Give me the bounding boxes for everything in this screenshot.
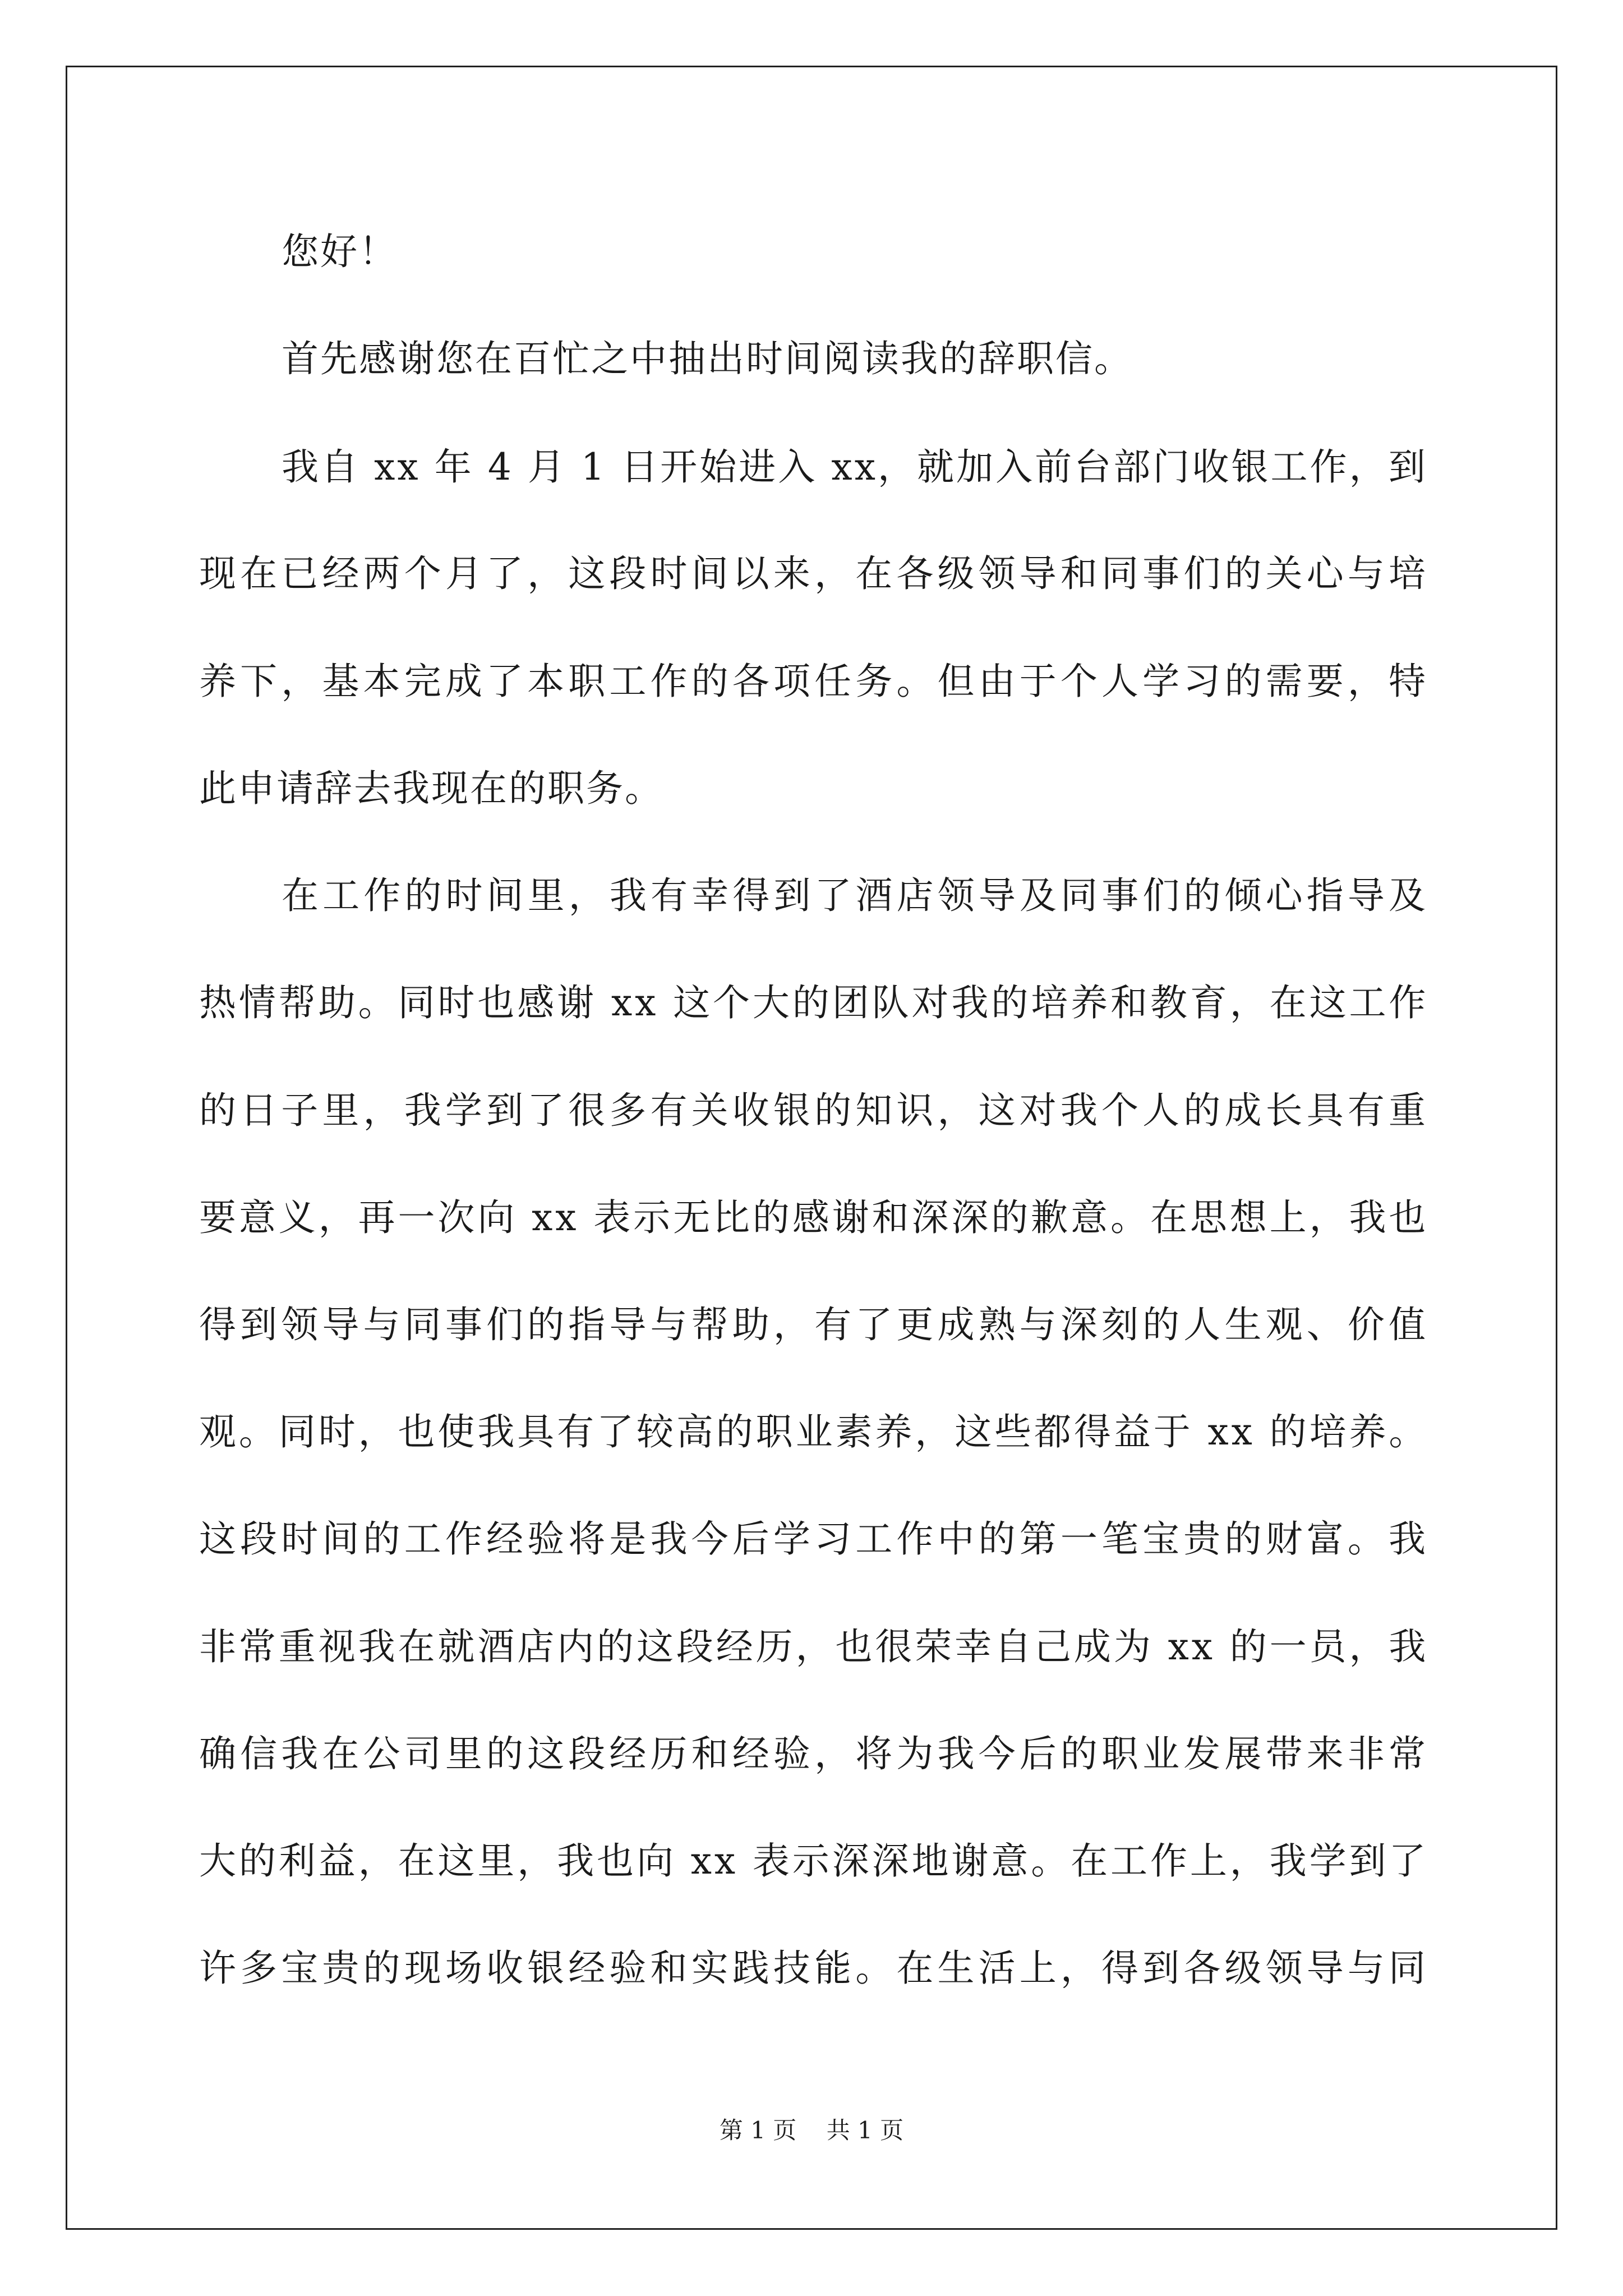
paragraph-3-line-8: 非常重视我在就酒店内的这段经历，也很荣幸自己成为 xx 的一员，我 [199, 1625, 1429, 1668]
paragraph-2-line-1: 我自 xx 年 4 月 1 日开始进入 xx，就加入前台部门收银工作，到 [282, 445, 1428, 489]
paragraph-3-line-1: 在工作的时间里，我有幸得到了酒店领导及同事们的倾心指导及 [282, 874, 1430, 917]
paragraph-3-line-10: 大的利益，在这里，我也向 xx 表示深深地谢意。在工作上，我学到了 [199, 1839, 1429, 1883]
paragraph-3-line-2: 热情帮助。同时也感谢 xx 这个大的团队对我的培养和教育，在这工作 [199, 981, 1429, 1024]
greeting: 您好！ [282, 230, 398, 273]
page-number-footer: 第 1 页 共 1 页 [719, 2116, 904, 2144]
paragraph-3-line-11: 许多宝贵的现场收银经验和实践技能。在生活上，得到各级领导与同 [199, 1947, 1430, 1990]
paragraph-3-line-4: 要意义，再一次向 xx 表示无比的感谢和深深的歉意。在思想上，我也 [199, 1196, 1429, 1239]
paragraph-3-line-5: 得到领导与同事们的指导与帮助，有了更成熟与深刻的人生观、价值 [199, 1303, 1430, 1346]
page-border [66, 66, 1557, 2230]
paragraph-3-line-7: 这段时间的工作经验将是我今后学习工作中的第一笔宝贵的财富。我 [199, 1517, 1430, 1561]
paragraph-2-line-3: 养下，基本完成了本职工作的各项任务。但由于个人学习的需要，特 [199, 660, 1430, 703]
paragraph-1-line-1: 首先感谢您在百忙之中抽出时间阅读我的辞职信。 [282, 337, 1133, 380]
paragraph-2-line-4: 此申请辞去我现在的职务。 [199, 767, 663, 810]
paragraph-3-line-3: 的日子里，我学到了很多有关收银的知识，这对我个人的成长具有重 [199, 1089, 1430, 1132]
paragraph-3-line-6: 观。同时，也使我具有了较高的职业素养，这些都得益于 xx 的培养。 [199, 1410, 1429, 1453]
paragraph-2-line-2: 现在已经两个月了，这段时间以来，在各级领导和同事们的关心与培 [199, 552, 1430, 595]
paragraph-3-line-9: 确信我在公司里的这段经历和经验，将为我今后的职业发展带来非常 [199, 1732, 1430, 1775]
